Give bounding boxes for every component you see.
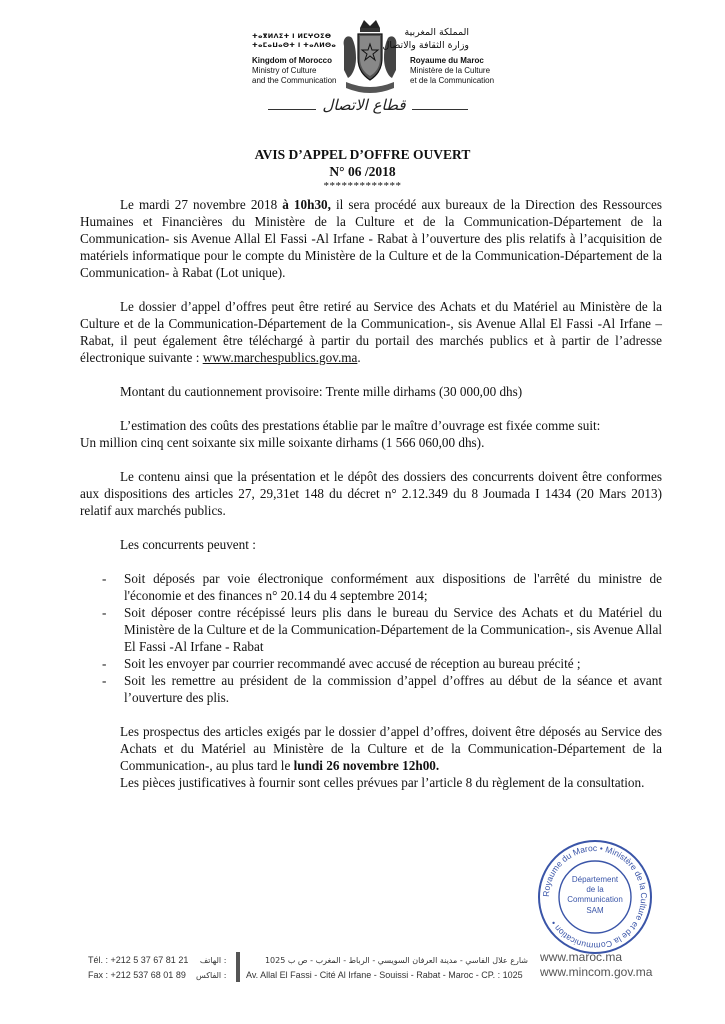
phone-label-arabic: : الهاتف (199, 956, 227, 965)
ministry-label-2: and the Communication (252, 76, 337, 85)
p2-text: Le dossier d’appel d’offres peut être retiré au Service des Achats et du Matériel au Ministère de la Culture et de la Communication-Département de la Communication-, sis Avenue Allal El Fassi -Al Irfane – Rabat, il peut également être téléchargé à partir du portail des marchés publics et à partir de l’adresse électronique suivante : (80, 299, 662, 365)
document-body (80, 196, 662, 791)
list-item: - Soit déposer contre récépissé leurs plis dans le bureau du Service des Achats et du Matériel du Ministère de la Culture et de la Communication-Département de la Communication-, sis Avenue Allal El Fassi -Al Irfane - Rabat (102, 604, 662, 655)
p1-text-b: il sera procédé aux bureaux de la Direction des Ressources Humaines et Financières du Ministère de la Culture et de la Communication-Département de la Communication- sis Avenue Allal El Fassi -Al Irfane - Rabat à l’ouverture des plis relatifs à l’acquisition de matériels informatique pour le compte du Ministère de la Culture et de la Communication-Département de la Communication- à Rabat (Lot unique). (80, 197, 663, 280)
divider-left (268, 109, 316, 110)
stamp-outer-text: Royaume du Maroc • Ministère de la Culture et de la Communication • (540, 842, 650, 952)
paragraph-concurrents: Les concurrents peuvent : (120, 537, 256, 552)
kingdom-label: Kingdom of Morocco (252, 56, 332, 65)
document-title (0, 146, 725, 180)
p7-text: Les prospectus des articles exigés par le dossier d’appel d’offres, doivent être déposés au Service des Achats et du Matériel au Ministère de la Culture et de la Communication-Département de la Communication-, au plus tard le (120, 724, 662, 773)
paragraph-caution: Montant du cautionnement provisoire: Trente mille dirhams (30 000,00 dhs) (120, 384, 523, 399)
letterhead-right-french (410, 56, 494, 86)
ministere-label-2: et de la Communication (410, 76, 495, 85)
address-arabic: شارع علال الفاسي - مدينة العرفان السويسي - الرباط - المغرب - ص ب 1025 (264, 956, 528, 965)
letterhead-right-arabic (383, 26, 469, 52)
letterhead (0, 18, 725, 128)
footer-websites (540, 950, 652, 980)
marches-publics-link[interactable]: www.marchespublics.gov.ma (202, 350, 358, 365)
website-mincom-link[interactable]: www.mincom.gov.ma (540, 965, 653, 979)
fax-label-arabic: : الفاكس (196, 971, 227, 980)
footer (0, 946, 725, 986)
divider-right (412, 109, 468, 110)
paragraph-estimation: L’estimation des coûts des prestations établie par le maître d’ouvrage est fixée comme suit: (120, 418, 601, 433)
paragraph-pieces: Les pièces justificatives à fournir sont celles prévues par l’article 8 du règlement de la consultation. (120, 775, 645, 790)
paragraph-opening (80, 196, 662, 281)
fax-number: Fax : +212 537 68 01 89 (88, 970, 186, 980)
footer-divider (236, 952, 240, 982)
tifinagh-line-1: ⵜⴰⴳⵍⴷⵉⵜ ⵏ ⵍⵎⵖⵔⵉⴱ (252, 32, 332, 40)
sector-arabic-signature: قطاع الاتصال (322, 96, 406, 114)
kingdom-arabic: المملكة المغربية (404, 27, 469, 38)
royaume-label: Royaume du Maroc (410, 56, 484, 65)
stamp-line-3: Communication (567, 895, 623, 904)
footer-phones (88, 953, 188, 983)
stamp-line-4: SAM (586, 906, 604, 915)
p2-end: . (357, 350, 361, 365)
p7-deadline: lundi 26 novembre 12h00. (293, 758, 440, 773)
address-french: Av. Allal El Fassi - Cité Al Irfane - Souissi - Rabat - Maroc - CP. : 1025 (246, 970, 523, 980)
p1-text-a: Le mardi 27 novembre 2018 (120, 197, 283, 212)
ministry-arabic: وزارة الثقافة والاتصال (382, 40, 469, 51)
paragraph-dossier (80, 298, 662, 366)
tifinagh-title (252, 32, 336, 50)
tifinagh-line-2: ⵜⴰⵎⴰⵡⴰⵙⵜ ⵏ ⵜⴰⴷⵍⵙⴰ (252, 41, 337, 49)
list-item: - Soit les remettre au président de la commission d’appel d’offres au début de la séance et avant l’ouverture des plis. (102, 672, 662, 706)
title-line-1: AVIS D’APPEL D’OFFRE OUVERT (254, 147, 471, 162)
stamp-line-2: de la (586, 885, 604, 894)
concurrents-list (102, 570, 662, 706)
website-maroc-link[interactable]: www.maroc.ma (540, 950, 623, 964)
letterhead-left-english (252, 56, 337, 86)
list-item: - Soit les envoyer par courrier recommandé avec accusé de réception au bureau précité ; (102, 655, 662, 672)
p1-time: à 10h30, (282, 197, 331, 212)
paragraph-contenu: Le contenu ainsi que la présentation et le dépôt des dossiers des concurrents doivent être conformes aux dispositions des articles 27, 29,31et 148 du décret n° 2.12.349 du 8 Joumada I 1434 (20 Mars 2013) relatif aux marchés publics. (80, 469, 662, 518)
ministry-label: Ministry of Culture (252, 66, 317, 75)
paragraph-prospectus (80, 723, 662, 774)
title-stars: ************* (323, 180, 402, 192)
stamp-line-1: Département (571, 875, 619, 884)
list-item: - Soit déposés par voie électronique conformément aux dispositions de l'arrêté du ministre de l'économie et des finances n° 20.14 du 4 septembre 2014; (102, 570, 662, 604)
official-stamp-icon (536, 838, 654, 956)
footer-phones-arabic (196, 953, 226, 983)
ministere-label: Ministère de la Culture (410, 66, 491, 75)
phone-number: Tél. : +212 5 37 67 81 21 (88, 955, 189, 965)
title-number: N° 06 /2018 (329, 164, 396, 179)
paragraph-estimation-amount: Un million cinq cent soixante six mille soixante dirhams (1 566 060,00 dhs). (80, 435, 485, 450)
